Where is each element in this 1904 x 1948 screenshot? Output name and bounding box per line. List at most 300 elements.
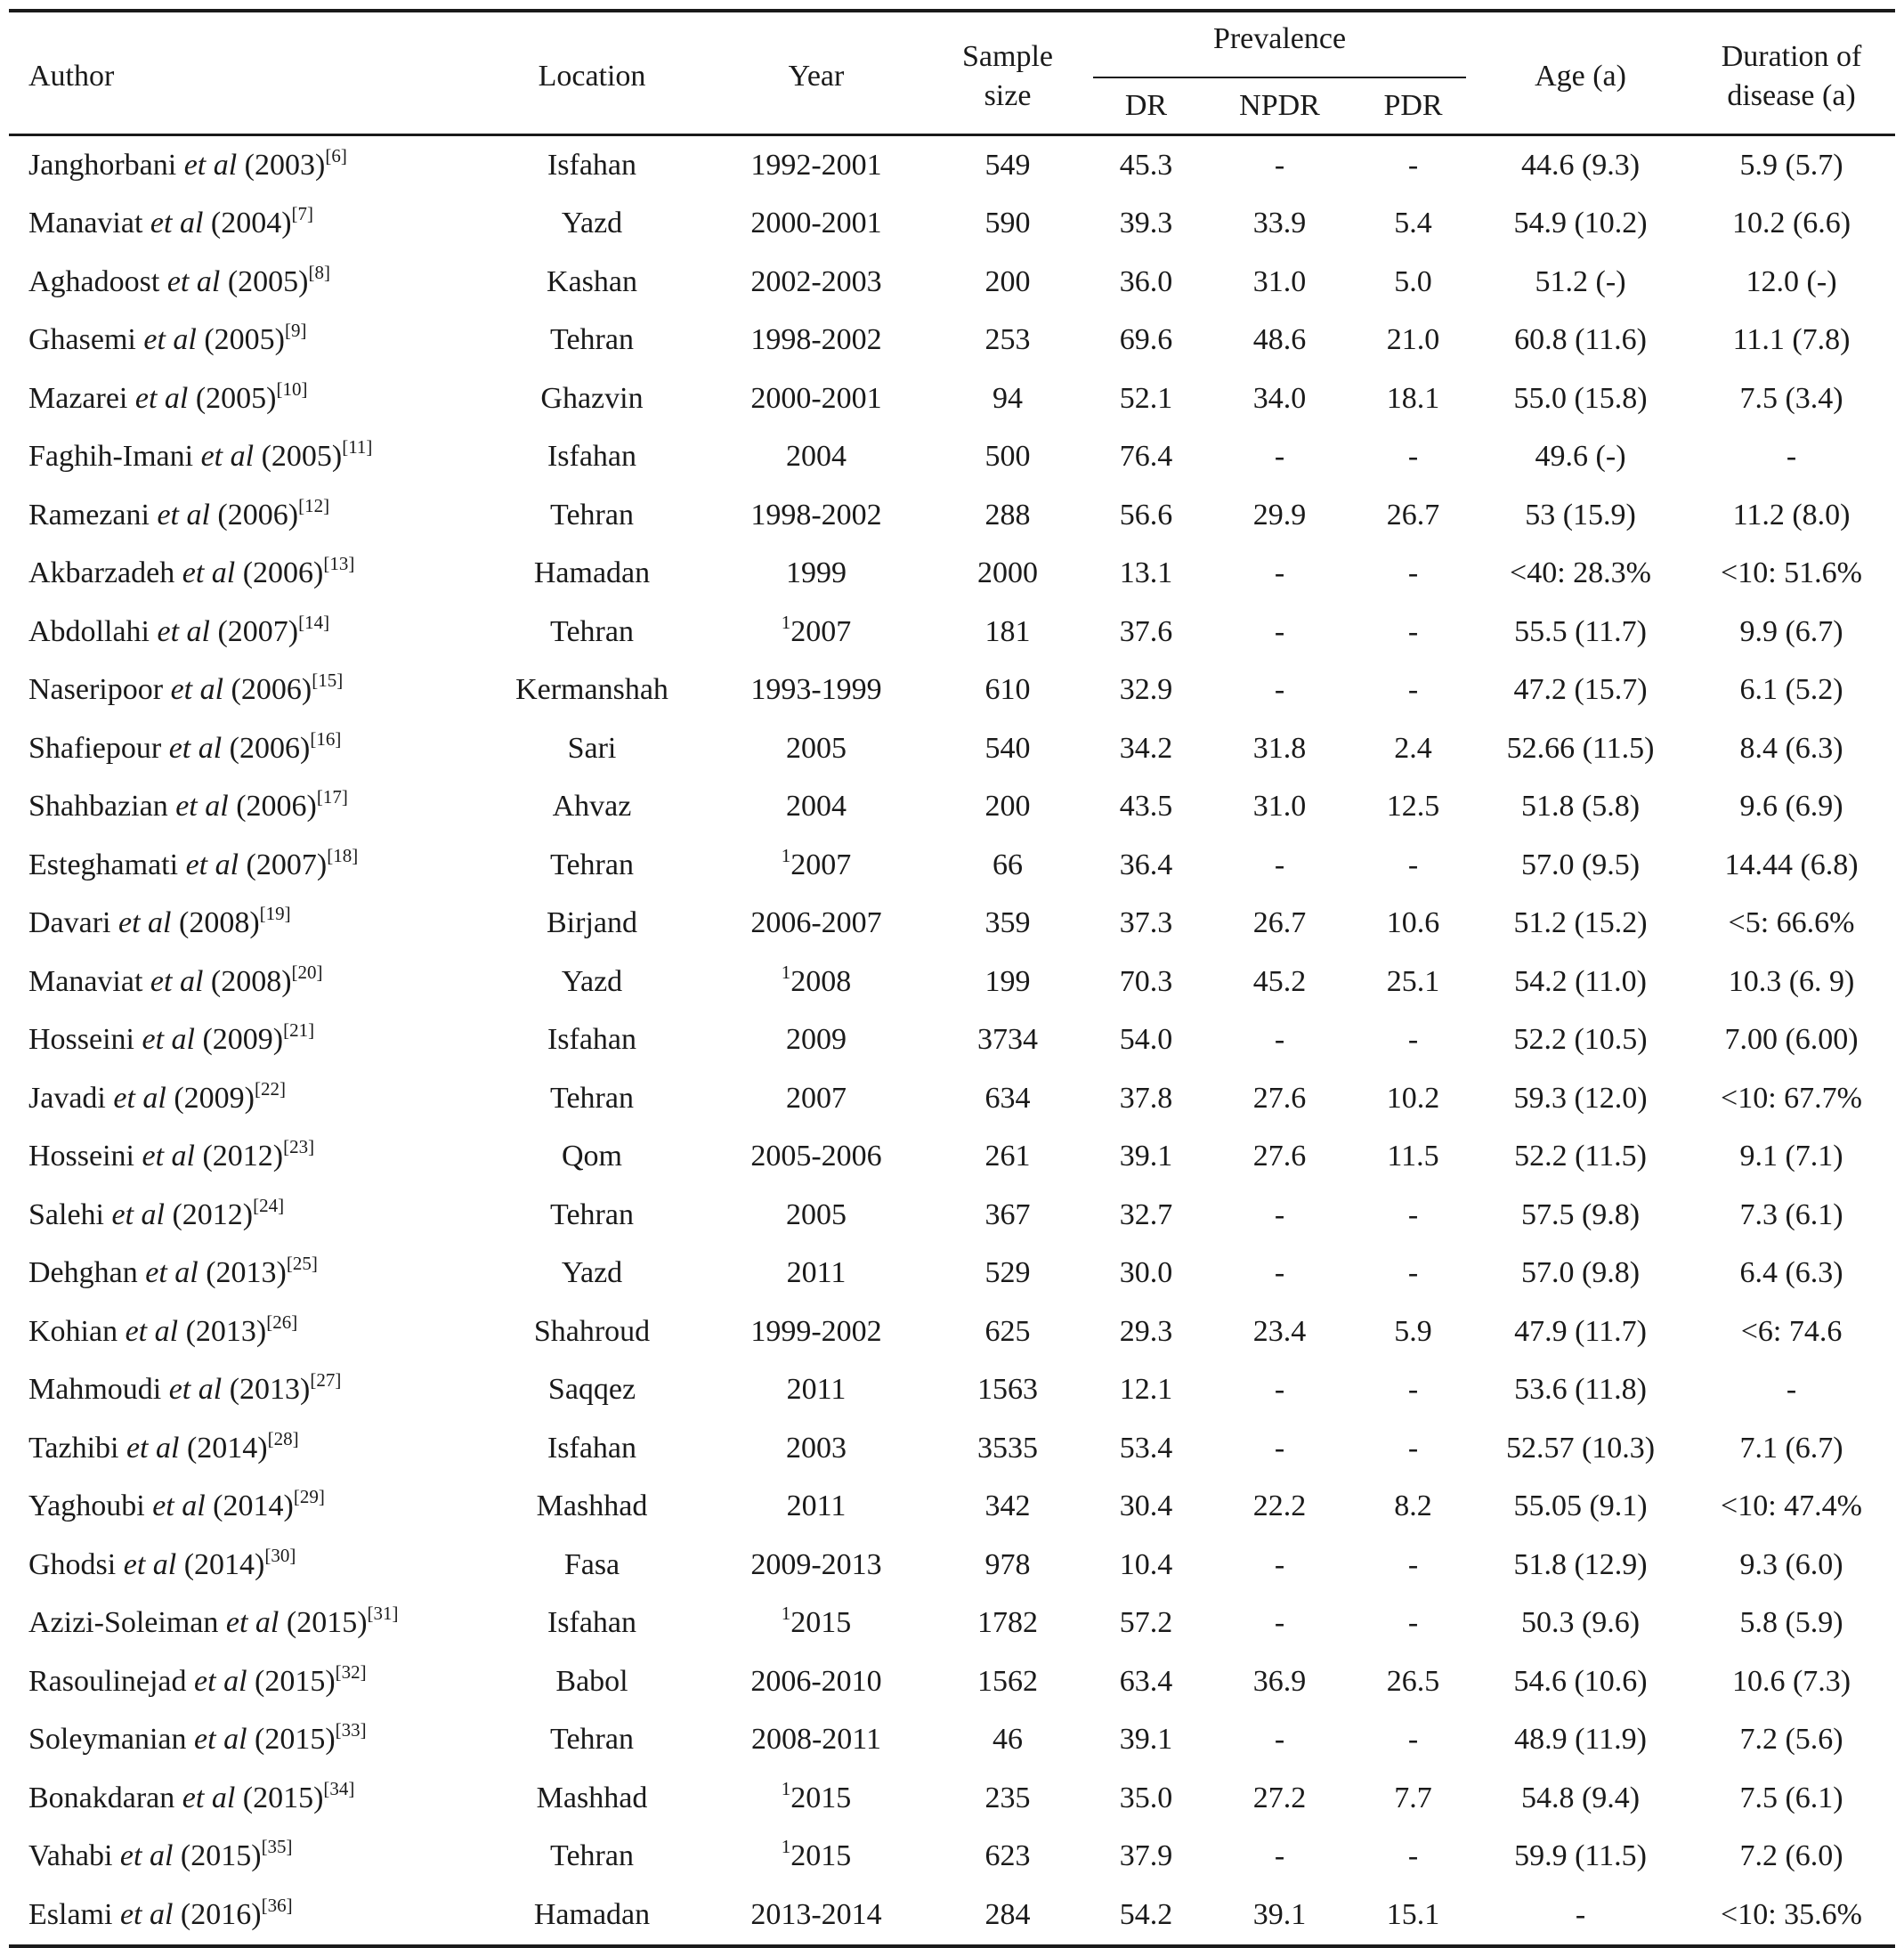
table-row	[9, 1419, 1895, 1478]
cell-year: 2008-2011	[750, 1723, 882, 1757]
et-al: et al	[170, 673, 224, 707]
et-al: et al	[150, 964, 204, 998]
cell-npdr: -	[1274, 148, 1285, 182]
header-year: Year	[703, 11, 929, 135]
cell-location: Babol	[555, 1664, 628, 1698]
cell-author	[9, 1303, 481, 1361]
cell-sample: 261	[984, 1140, 1031, 1173]
cell-age: 52.2 (10.5)	[1513, 1023, 1648, 1057]
header-duration: Duration of disease (a)	[1688, 11, 1895, 135]
cell-dr: 12.1	[1119, 1373, 1173, 1407]
cell-duration: 9.1 (7.1)	[1739, 1140, 1843, 1173]
cell-age: 48.9 (11.9)	[1514, 1723, 1647, 1757]
cell-age: 60.8 (11.6)	[1514, 323, 1647, 357]
cell-location: Tehran	[550, 323, 634, 357]
year-value: 2015	[790, 1606, 852, 1640]
reference-number: [21]	[283, 1019, 315, 1042]
publication-year: (2005)	[227, 264, 309, 298]
reference-number: [12]	[298, 494, 330, 516]
cell-duration: 5.8 (5.9)	[1739, 1606, 1843, 1640]
cell-sample: 1782	[977, 1606, 1038, 1640]
cell-age: 57.0 (9.5)	[1520, 848, 1641, 881]
author-name: Azizi-Soleiman	[28, 1606, 219, 1640]
cell-year: 2004	[786, 790, 847, 824]
cell-age: 53 (15.9)	[1525, 498, 1636, 532]
table-header	[9, 11, 1895, 135]
cell-location: Tehran	[550, 614, 634, 648]
cell-age: 53.6 (11.8)	[1514, 1373, 1647, 1407]
cell-year: 1993-1999	[750, 673, 882, 707]
cell-age: 44.6 (9.3)	[1520, 148, 1641, 182]
publication-year: (2015)	[255, 1723, 336, 1757]
cell-npdr: -	[1274, 1023, 1285, 1057]
reference-number: [32]	[335, 1660, 367, 1683]
publication-year: (2013)	[206, 1256, 287, 1290]
author-name: Esteghamati	[28, 848, 179, 881]
cell-npdr: 36.9	[1252, 1664, 1307, 1698]
cell-npdr: 26.7	[1252, 906, 1307, 940]
cell-dr: 39.1	[1119, 1723, 1173, 1757]
cell-author	[9, 895, 481, 954]
cell-age: 55.5 (11.7)	[1514, 614, 1647, 648]
cell-sample: 529	[984, 1256, 1031, 1290]
table-row	[9, 1595, 1895, 1653]
cell-location: Hamadan	[533, 556, 651, 590]
cell-duration: 6.1 (5.2)	[1739, 673, 1843, 707]
publication-year: (2008)	[179, 906, 260, 940]
cell-sample: 200	[984, 790, 1031, 824]
cell-npdr: 34.0	[1252, 381, 1307, 415]
cell-sample: 199	[984, 964, 1031, 998]
cell-npdr: 27.2	[1252, 1781, 1307, 1814]
cell-duration: 7.00 (6.00)	[1724, 1023, 1859, 1057]
publication-year: (2007)	[246, 848, 328, 881]
cell-year: 1998-2002	[750, 323, 882, 357]
cell-year: 2006-2007	[750, 906, 882, 940]
reference-number: [25]	[286, 1253, 318, 1275]
reference-number: [35]	[261, 1836, 293, 1858]
cell-sample: 625	[984, 1314, 1031, 1348]
cell-dr: 29.3	[1119, 1314, 1173, 1348]
table-row	[9, 1711, 1895, 1770]
et-al: et al	[126, 1431, 180, 1465]
cell-age: 51.2 (-)	[1535, 264, 1626, 298]
cell-dr: 35.0	[1119, 1781, 1173, 1814]
cell-author	[9, 1536, 481, 1595]
et-al: et al	[111, 1197, 165, 1231]
cell-author	[9, 1478, 481, 1537]
cell-duration: <10: 67.7%	[1721, 1081, 1862, 1115]
cell-duration: 5.9 (5.7)	[1739, 148, 1843, 182]
cell-pdr: 26.5	[1386, 1664, 1440, 1698]
year-footnote-mark: 1	[781, 1777, 791, 1799]
publication-year: (2003)	[244, 148, 326, 182]
table-row	[9, 603, 1895, 662]
et-al: et al	[123, 1547, 177, 1581]
cell-duration: 14.44 (6.8)	[1724, 848, 1859, 881]
table-row	[9, 719, 1895, 778]
reference-number: [26]	[266, 1311, 298, 1333]
table-row	[9, 1128, 1895, 1187]
reference-number: [28]	[267, 1427, 299, 1449]
publication-year: (2014)	[183, 1547, 265, 1581]
table-row	[9, 486, 1895, 545]
cell-year	[703, 1828, 929, 1887]
cell-location: Kashan	[547, 264, 637, 298]
year-value: 2007	[790, 614, 852, 648]
cell-sample: 342	[984, 1489, 1031, 1523]
cell-year: 1998-2002	[750, 498, 882, 532]
cell-author	[9, 953, 481, 1011]
cell-age: 54.8 (9.4)	[1520, 1781, 1641, 1814]
cell-sample: 610	[984, 673, 1031, 707]
cell-age: 47.9 (11.7)	[1514, 1314, 1647, 1348]
table-row	[9, 895, 1895, 954]
cell-location: Sari	[567, 731, 617, 765]
cell-age: 59.3 (12.0)	[1513, 1081, 1648, 1115]
cell-year	[703, 1595, 929, 1653]
cell-pdr: -	[1407, 848, 1419, 881]
publication-year: (2009)	[202, 1023, 284, 1057]
cell-dr: 32.7	[1119, 1197, 1173, 1231]
cell-dr: 36.0	[1119, 264, 1173, 298]
cell-year: 2005	[786, 731, 847, 765]
cell-pdr: -	[1407, 1723, 1419, 1757]
cell-pdr: 15.1	[1353, 1886, 1473, 1946]
cell-duration: 9.9 (6.7)	[1739, 614, 1843, 648]
cell-pdr: -	[1407, 1197, 1419, 1231]
cell-pdr: -	[1407, 440, 1419, 474]
header-sample-size: Sample size	[929, 11, 1086, 135]
cell-duration: <5: 66.6%	[1728, 906, 1855, 940]
cell-age: 55.0 (15.8)	[1513, 381, 1648, 415]
author-name: Manaviat	[28, 964, 143, 998]
cell-sample: 46	[993, 1723, 1023, 1757]
et-al: et al	[185, 848, 239, 881]
publication-year: (2015)	[242, 1781, 324, 1814]
et-al: et al	[157, 614, 210, 648]
publication-year: (2015)	[255, 1664, 336, 1698]
cell-duration: 10.6 (7.3)	[1731, 1664, 1851, 1698]
et-al: et al	[152, 1489, 206, 1523]
cell-location: Isfahan	[547, 1431, 637, 1465]
cell-author	[9, 1652, 481, 1711]
cell-npdr: -	[1274, 1606, 1285, 1640]
cell-author	[9, 1011, 481, 1070]
cell-duration: 10.3 (6. 9)	[1728, 964, 1855, 998]
reference-number: [15]	[312, 670, 344, 692]
cell-duration: 7.5 (3.4)	[1739, 381, 1843, 415]
reference-number: [20]	[291, 961, 323, 983]
cell-npdr: -	[1274, 1256, 1285, 1290]
table-row	[9, 953, 1895, 1011]
cell-author	[9, 369, 481, 428]
year-value: 2007	[790, 848, 852, 881]
publication-year: (2012)	[202, 1140, 284, 1173]
cell-location: Saqqez	[547, 1373, 636, 1407]
cell-sample: 181	[984, 614, 1031, 648]
cell-npdr: -	[1274, 440, 1285, 474]
publication-year: (2005)	[204, 323, 285, 357]
cell-year: 2011	[786, 1489, 847, 1523]
cell-age: 51.8 (12.9)	[1513, 1547, 1648, 1581]
cell-sample: 288	[984, 498, 1031, 532]
cell-dr: 36.4	[1119, 848, 1173, 881]
cell-location: Kermanshah	[515, 673, 668, 707]
cell-pdr: 8.2	[1394, 1489, 1432, 1523]
author-name: Tazhibi	[28, 1431, 119, 1465]
cell-pdr: 12.5	[1386, 790, 1440, 824]
et-al: et al	[119, 1897, 174, 1931]
year-footnote-mark: 1	[781, 611, 791, 633]
cell-location: Hamadan	[481, 1886, 703, 1946]
cell-age: 51.8 (5.8)	[1520, 790, 1641, 824]
reference-number: [34]	[323, 1777, 355, 1799]
reference-number: [29]	[293, 1486, 325, 1508]
author-name: Dehghan	[28, 1256, 138, 1290]
cell-sample: 540	[984, 731, 1031, 765]
cell-sample: 623	[984, 1839, 1031, 1873]
cell-npdr: 45.2	[1252, 964, 1307, 998]
cell-dr: 34.2	[1119, 731, 1173, 765]
prevalence-underline	[1093, 77, 1466, 78]
cell-age: 51.2 (15.2)	[1513, 906, 1648, 940]
table-row	[9, 135, 1895, 195]
cell-year: 2002-2003	[750, 264, 882, 298]
author-name: Hosseini	[28, 1023, 134, 1057]
cell-pdr: 26.7	[1386, 498, 1440, 532]
table-row	[9, 428, 1895, 487]
cell-year: 2004	[786, 440, 847, 474]
et-al: et al	[194, 1664, 247, 1698]
cell-npdr: -	[1274, 1431, 1285, 1465]
cell-age: 50.3 (9.6)	[1520, 1606, 1641, 1640]
cell-duration: <10: 51.6%	[1721, 556, 1862, 590]
cell-location: Isfahan	[547, 440, 637, 474]
et-al: et al	[125, 1314, 179, 1348]
header-dr: DR	[1086, 78, 1206, 135]
cell-duration: 11.1 (7.8)	[1732, 323, 1851, 357]
cell-sample: 2000	[977, 556, 1038, 590]
cell-npdr: 23.4	[1252, 1314, 1307, 1348]
publication-year: (2015)	[286, 1606, 368, 1640]
reference-number: [17]	[316, 786, 348, 808]
cell-location: Yazd	[561, 207, 623, 240]
cell-year	[703, 603, 929, 662]
table-row	[9, 312, 1895, 370]
table-container	[9, 9, 1895, 1948]
cell-dr: 10.4	[1119, 1547, 1173, 1581]
cell-author	[9, 135, 481, 195]
publication-year: (2008)	[210, 964, 292, 998]
cell-npdr: 31.8	[1252, 731, 1307, 765]
table-row	[9, 1478, 1895, 1537]
cell-year: 1999-2002	[750, 1314, 882, 1348]
cell-pdr: -	[1407, 1373, 1419, 1407]
table-row	[9, 1245, 1895, 1303]
author-name: Shafiepour	[28, 731, 162, 765]
cell-author	[9, 719, 481, 778]
reference-number: [10]	[276, 377, 308, 400]
cell-pdr: -	[1407, 148, 1419, 182]
cell-npdr: -	[1274, 1547, 1285, 1581]
cell-pdr: 21.0	[1386, 323, 1440, 357]
year-value: 2015	[790, 1781, 852, 1814]
cell-location: Mashhad	[536, 1489, 648, 1523]
cell-dr: 45.3	[1119, 148, 1173, 182]
cell-year: 2011	[786, 1373, 847, 1407]
cell-duration: 12.0 (-)	[1746, 264, 1837, 298]
cell-author	[9, 1245, 481, 1303]
cell-npdr: -	[1274, 1373, 1285, 1407]
et-al: et al	[150, 207, 204, 240]
cell-age: 55.05 (9.1)	[1513, 1489, 1648, 1523]
cell-dr: 63.4	[1119, 1664, 1173, 1698]
cell-author	[9, 778, 481, 837]
table-row	[9, 1186, 1895, 1245]
cell-year: 2003	[786, 1431, 847, 1465]
reference-number: [30]	[264, 1544, 296, 1566]
et-al: et al	[225, 1606, 280, 1640]
cell-duration: 7.1 (6.7)	[1739, 1431, 1843, 1465]
cell-year: 2013-2014	[703, 1886, 929, 1946]
cell-pdr: -	[1407, 673, 1419, 707]
cell-location: Tehran	[550, 1723, 634, 1757]
cell-sample: 359	[984, 906, 1031, 940]
cell-author	[9, 1128, 481, 1187]
header-npdr: NPDR	[1206, 78, 1353, 135]
author-name: Yaghoubi	[28, 1489, 145, 1523]
cell-npdr: 29.9	[1252, 498, 1307, 532]
cell-year: 2000-2001	[750, 207, 882, 240]
reference-number: [9]	[285, 320, 307, 342]
publication-year: (2006)	[217, 498, 299, 532]
et-al: et al	[175, 790, 229, 824]
cell-author	[9, 545, 481, 604]
et-al: et al	[142, 1023, 195, 1057]
cell-location: Tehran	[550, 1839, 634, 1873]
cell-sample: 1562	[977, 1664, 1038, 1698]
header-prevalence: Prevalence	[1086, 11, 1473, 78]
publication-year: (2005)	[195, 381, 277, 415]
author-name: Soleymanian	[28, 1723, 187, 1757]
cell-npdr: 27.6	[1252, 1140, 1307, 1173]
cell-author	[9, 1769, 481, 1828]
cell-duration: 7.3 (6.1)	[1739, 1197, 1843, 1231]
publication-year: (2012)	[172, 1197, 254, 1231]
author-name: Mazarei	[28, 381, 128, 415]
publication-year: (2014)	[213, 1489, 294, 1523]
cell-location: Qom	[562, 1140, 622, 1173]
reference-number: [27]	[310, 1369, 342, 1392]
cell-sample: 500	[984, 440, 1031, 474]
reference-number: [13]	[323, 553, 355, 575]
year-footnote-mark: 1	[781, 844, 791, 866]
author-name: Ramezani	[28, 498, 150, 532]
cell-pdr: -	[1407, 1023, 1419, 1057]
cell-dr: 70.3	[1119, 964, 1173, 998]
cell-age: -	[1473, 1886, 1688, 1946]
header-age: Age (a)	[1473, 11, 1688, 135]
author-name: Manaviat	[28, 207, 143, 240]
cell-year: 2007	[786, 1081, 847, 1115]
cell-pdr: -	[1407, 1431, 1419, 1465]
cell-dr: 39.3	[1119, 207, 1173, 240]
cell-author	[9, 428, 481, 487]
year-footnote-mark: 1	[781, 1603, 791, 1625]
publication-year: (2009)	[174, 1081, 255, 1115]
table-row	[9, 662, 1895, 720]
cell-npdr: 31.0	[1252, 264, 1307, 298]
cell-author	[9, 662, 481, 720]
et-al: et al	[168, 731, 223, 765]
cell-dr: 76.4	[1119, 440, 1173, 474]
cell-npdr: 31.0	[1252, 790, 1307, 824]
table-row	[9, 1886, 1895, 1946]
cell-npdr: -	[1274, 556, 1285, 590]
cell-age: 52.57 (10.3)	[1505, 1431, 1656, 1465]
cell-duration: 7.2 (6.0)	[1739, 1839, 1843, 1873]
cell-author	[9, 486, 481, 545]
year-footnote-mark: 1	[781, 1836, 791, 1858]
author-name: Davari	[28, 906, 111, 940]
cell-duration: 9.6 (6.9)	[1739, 790, 1843, 824]
cell-npdr: 48.6	[1252, 323, 1307, 357]
cell-author	[9, 312, 481, 370]
cell-year: 2011	[786, 1256, 847, 1290]
cell-duration: 7.5 (6.1)	[1739, 1781, 1843, 1814]
et-al: et al	[182, 556, 236, 590]
table-row	[9, 1769, 1895, 1828]
publication-year: (2016)	[180, 1897, 262, 1931]
et-al: et al	[166, 264, 221, 298]
reference-number: [7]	[291, 203, 314, 225]
cell-duration: 11.2 (8.0)	[1732, 498, 1851, 532]
cell-year: 2000-2001	[750, 381, 882, 415]
cell-age: <40: 28.3%	[1510, 556, 1651, 590]
cell-author	[9, 1828, 481, 1887]
cell-pdr: -	[1407, 556, 1419, 590]
cell-duration: <10: 47.4%	[1721, 1489, 1862, 1523]
author-name: Akbarzadeh	[28, 556, 175, 590]
cell-location: Shahroud	[533, 1314, 651, 1348]
cell-sample: 3734	[977, 1023, 1038, 1057]
header-location: Location	[481, 11, 703, 135]
table-row	[9, 369, 1895, 428]
cell-duration: -	[1786, 440, 1797, 474]
cell-pdr: 5.4	[1394, 207, 1432, 240]
cell-pdr: -	[1407, 1606, 1419, 1640]
cell-npdr: 27.6	[1252, 1081, 1307, 1115]
year-value: 2015	[790, 1839, 852, 1873]
cell-location: Tehran	[550, 1197, 634, 1231]
cell-age: 49.6 (-)	[1535, 440, 1626, 474]
year-footnote-mark: 1	[781, 961, 791, 983]
et-al: et al	[157, 498, 210, 532]
author-name: Rasoulinejad	[28, 1664, 187, 1698]
reference-number: [22]	[255, 1077, 286, 1100]
header-author: Author	[9, 11, 481, 135]
publication-year: (2015)	[180, 1839, 262, 1873]
et-al: et al	[113, 1081, 166, 1115]
table-row	[9, 253, 1895, 312]
author-name: Vahabi	[28, 1839, 113, 1873]
cell-pdr: 11.5	[1387, 1140, 1439, 1173]
cell-age: 54.2 (11.0)	[1514, 964, 1647, 998]
cell-year: 1992-2001	[750, 148, 882, 182]
author-name: Faghih-Imani	[28, 440, 194, 474]
author-name: Naseripoor	[28, 673, 164, 707]
